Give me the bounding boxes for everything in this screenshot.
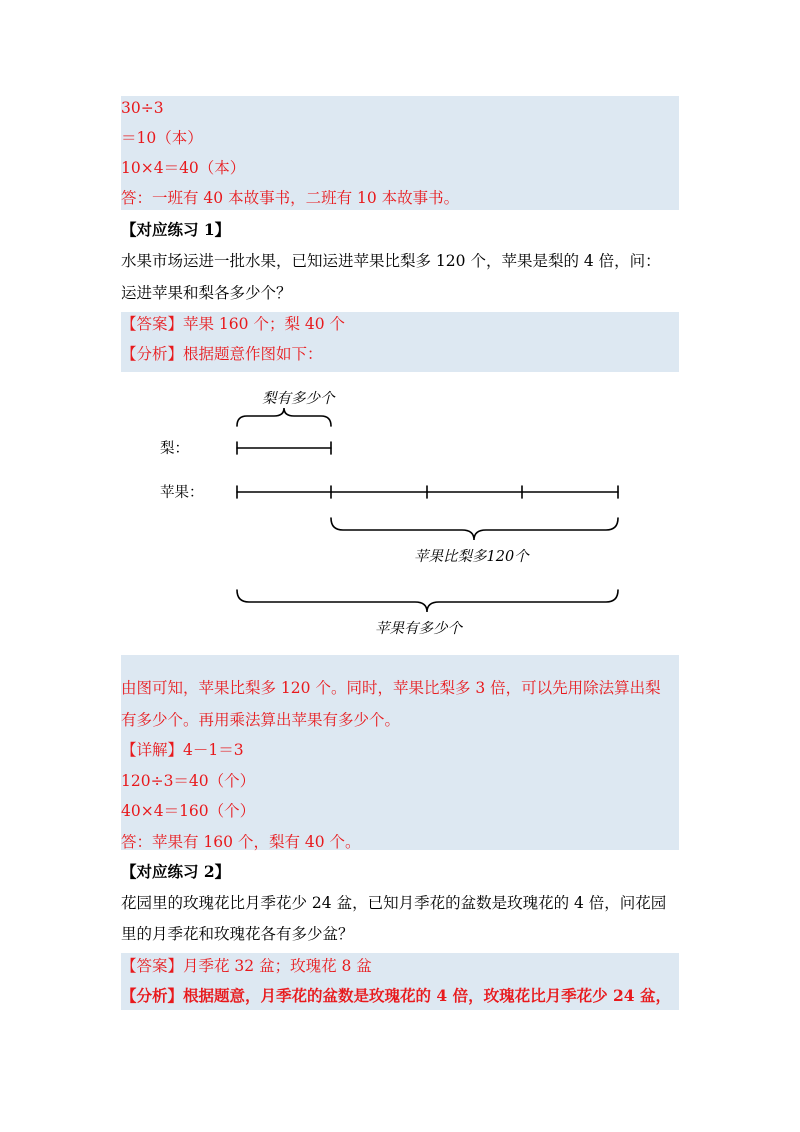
apple-label: 苹果： — [160, 485, 204, 501]
practice-2-analysis: 【分析】根据题意，月季花的盆数是玫瑰花的 4 倍，玫瑰花比月季花少 24 盆， — [121, 986, 671, 1005]
solution-answer: 答：一班有 40 本故事书，二班有 10 本故事书。 — [121, 189, 460, 207]
detail-line: 120÷3＝40（个） — [121, 772, 256, 790]
detail-line: 【详解】4－1＝3 — [121, 741, 244, 759]
solution-line: 10×4＝40（本） — [121, 159, 246, 177]
detail-answer: 答：苹果有 160 个，梨有 40 个。 — [121, 833, 361, 851]
practice-2-question: 花园里的玫瑰花比月季花少 24 盆，已知月季花的盆数是玫瑰花的 4 倍，问花园 — [121, 894, 667, 912]
practice-2-heading: 【对应练习 2】 — [121, 862, 231, 881]
pear-brace — [237, 408, 331, 426]
difference-brace-label: 苹果比梨多120个 — [414, 549, 529, 565]
practice-1-answer: 【答案】苹果 160 个；梨 40 个 — [121, 315, 346, 333]
practice-1-heading: 【对应练习 1】 — [121, 220, 231, 239]
practice-2-question: 里的月季花和玫瑰花各有多少盆？ — [121, 925, 354, 943]
analysis-line: 由图可知，苹果比梨多 120 个。同时，苹果比梨多 3 倍，可以先用除法算出梨 — [121, 679, 661, 697]
pear-brace-label: 梨有多少个 — [262, 391, 335, 407]
detail-line: 40×4＝160（个） — [121, 802, 256, 820]
practice-1-question: 运进苹果和梨各多少个？ — [121, 284, 292, 302]
solution-line: ＝10（本） — [121, 129, 203, 147]
solution-line: 30÷3 — [121, 99, 164, 117]
apple-total-brace — [237, 590, 618, 612]
practice-2-answer: 【答案】月季花 32 盆；玫瑰花 8 盆 — [121, 957, 372, 975]
pear-label: 梨： — [160, 441, 189, 457]
difference-brace — [331, 518, 618, 540]
analysis-line: 有多少个。再用乘法算出苹果有多少个。 — [121, 711, 401, 729]
apple-total-brace-label: 苹果有多少个 — [375, 621, 462, 637]
practice-1-question: 水果市场运进一批水果，已知运进苹果比梨多 120 个，苹果是梨的 4 倍，问： — [121, 252, 661, 270]
practice-1-analysis: 【分析】根据题意作图如下： — [121, 345, 323, 363]
